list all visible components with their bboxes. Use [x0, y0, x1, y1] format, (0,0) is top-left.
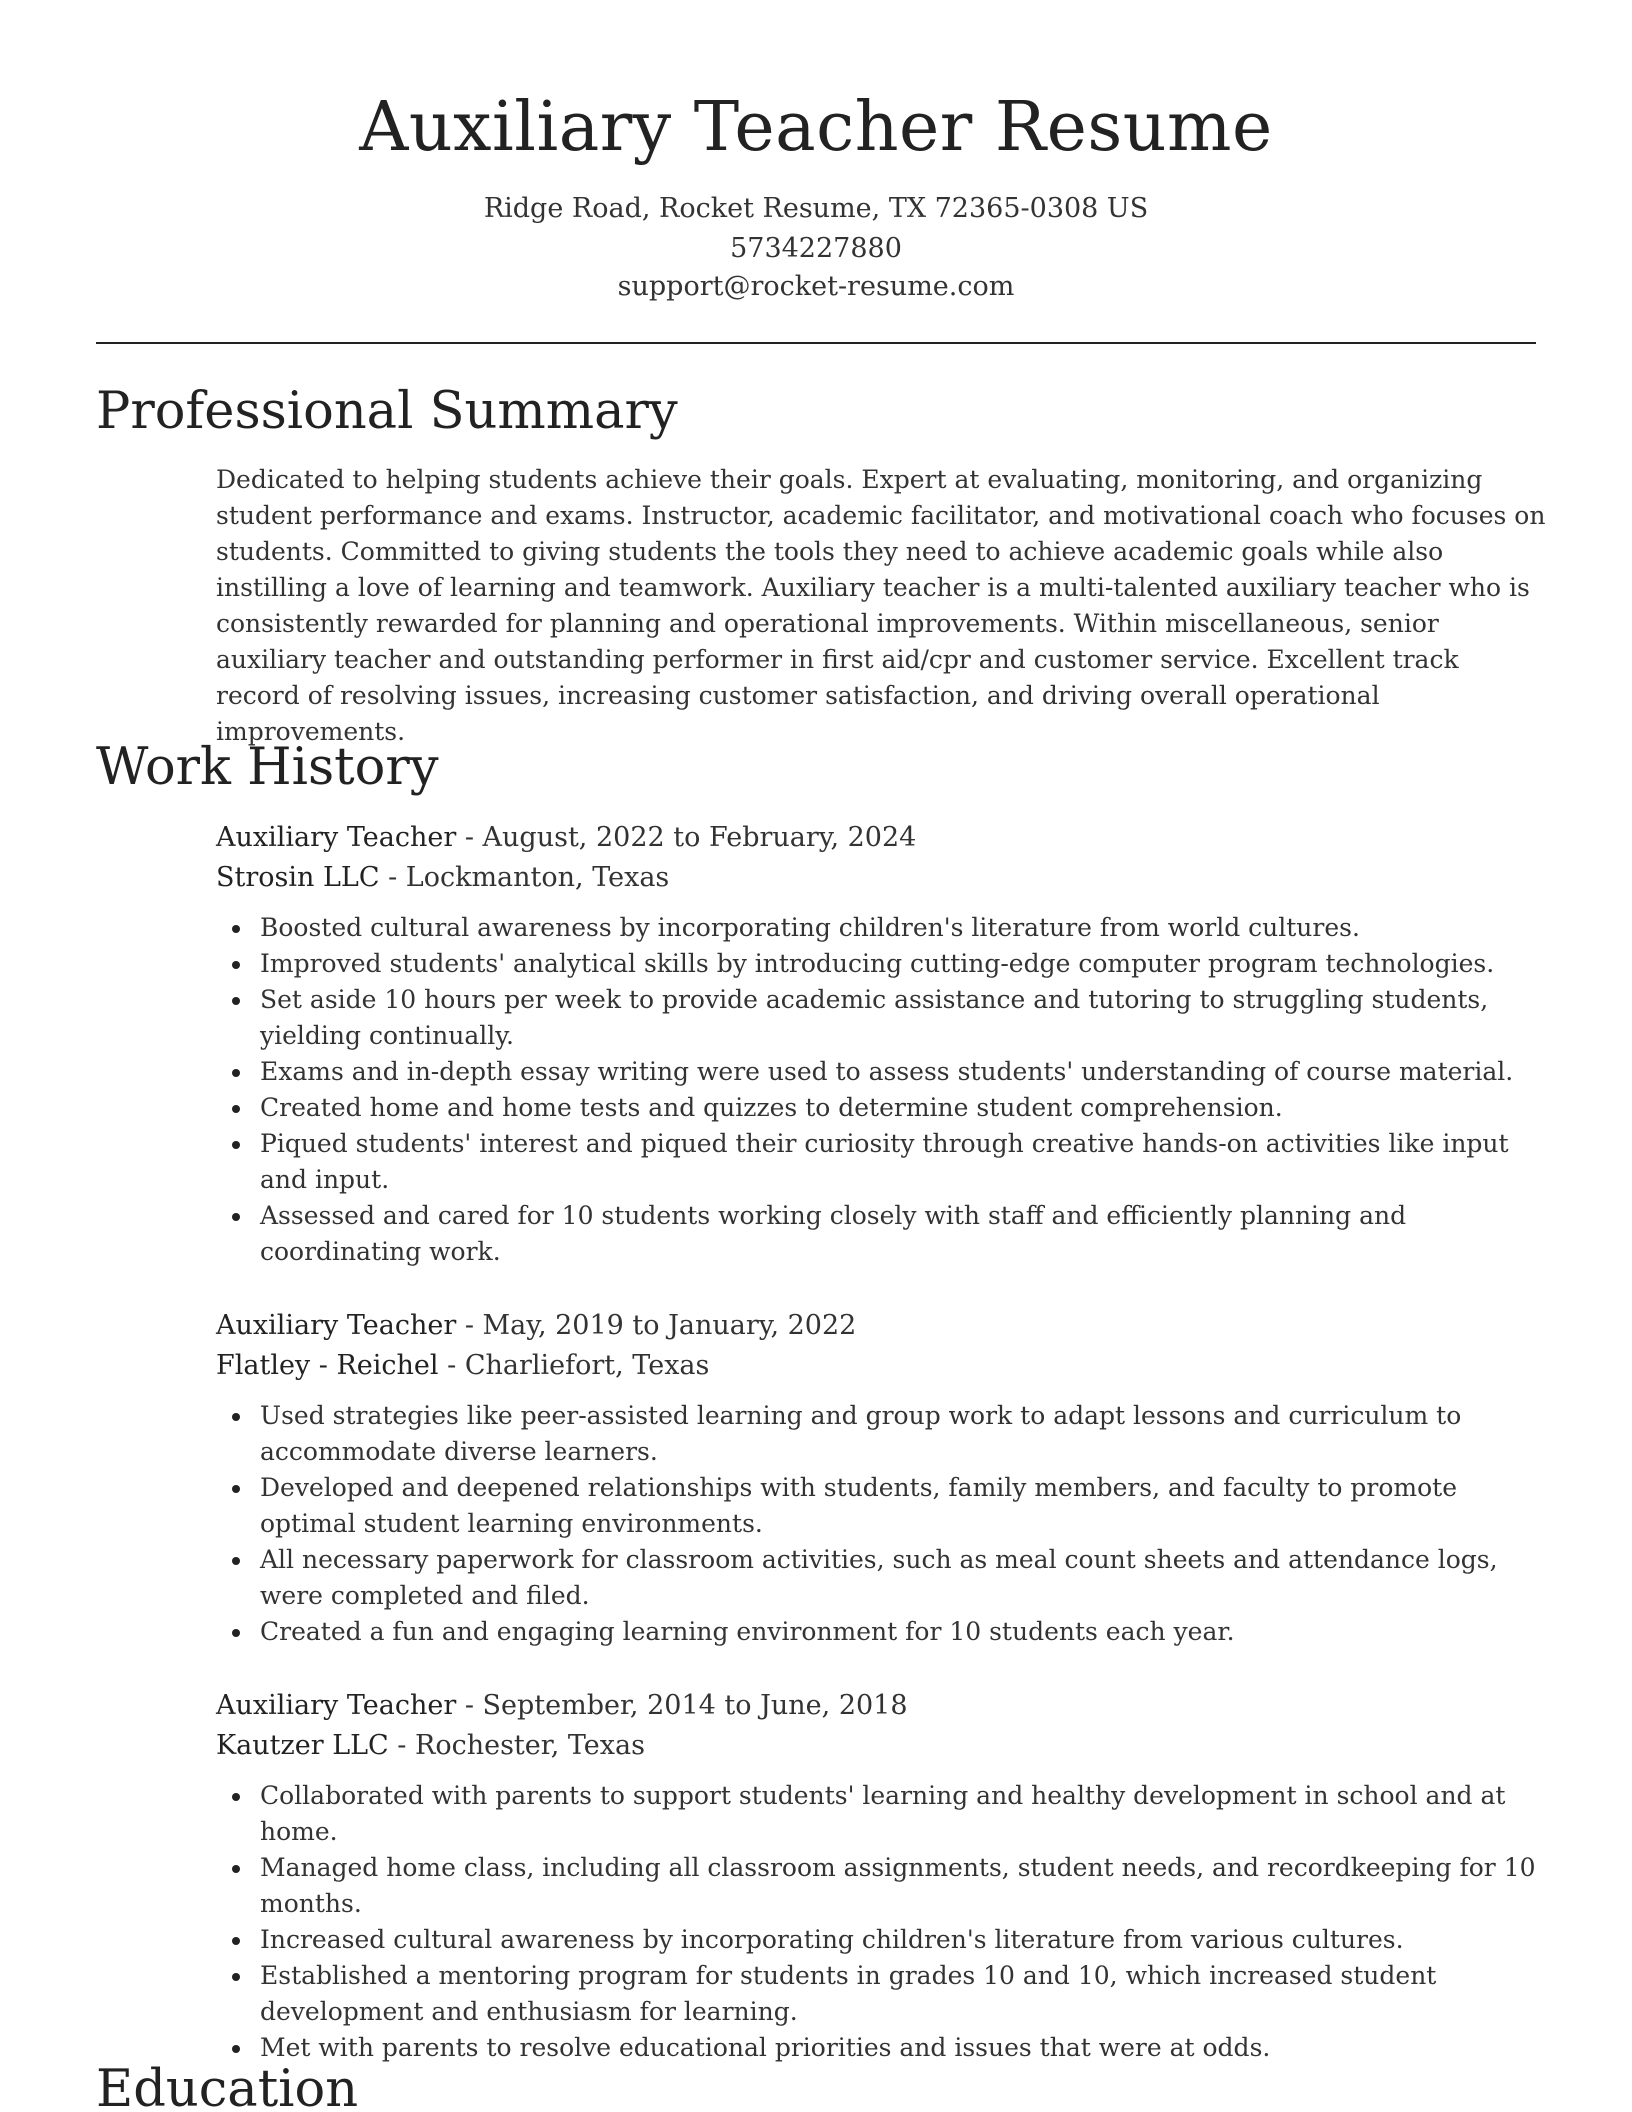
- job-location: - Charliefort, Texas: [438, 1350, 710, 1381]
- bullet-dot-icon: [232, 1557, 240, 1565]
- bullet-dot-icon: [232, 1629, 240, 1637]
- bullet-dot-icon: [232, 1105, 240, 1113]
- bullet-dot-icon: [232, 1865, 240, 1873]
- job-bullet-list: [216, 1778, 1546, 2066]
- job-bullet: Met with parents to resolve educational priorities and issues that were at odds.: [216, 2030, 1546, 2066]
- bullet-dot-icon: [232, 1973, 240, 1981]
- job-title-line: [216, 818, 1546, 858]
- section-title-education: Education: [96, 2060, 359, 2112]
- job-dates: - August, 2022 to February, 2024: [456, 822, 917, 853]
- job-company-line: [216, 1346, 1546, 1386]
- job-bullet: Used strategies like peer-assisted learning and group work to adapt lessons and curriculum to accommodate diverse learners.: [216, 1398, 1546, 1470]
- job-role: Auxiliary Teacher: [216, 822, 457, 853]
- contact-phone: 5734227880: [730, 233, 902, 264]
- job-location: - Rochester, Texas: [388, 1730, 645, 1761]
- job-bullet: Collaborated with parents to support students' learning and healthy development in school and at home.: [216, 1778, 1546, 1850]
- job-bullet: Improved students' analytical skills by introducing cutting-edge computer program technologies.: [216, 946, 1546, 982]
- job-role: Auxiliary Teacher: [216, 1690, 457, 1721]
- job-company: Strosin LLC: [216, 862, 380, 893]
- job-company-line: [216, 858, 1546, 898]
- job-bullet: Increased cultural awareness by incorporating children's literature from various cultures.: [216, 1922, 1546, 1958]
- job-title-line: [216, 1306, 1546, 1346]
- job-bullet: Created home and home tests and quizzes to determine student comprehension.: [216, 1090, 1546, 1126]
- job-entry: [216, 1306, 1546, 1650]
- bullet-dot-icon: [232, 1413, 240, 1421]
- header-divider: [96, 342, 1536, 344]
- job-entry: [216, 818, 1546, 1270]
- job-company-line: [216, 1726, 1546, 1766]
- job-bullet: Managed home class, including all classroom assignments, student needs, and recordkeeping for 10 months.: [216, 1850, 1546, 1922]
- job-role: Auxiliary Teacher: [216, 1310, 457, 1341]
- bullet-dot-icon: [232, 1141, 240, 1149]
- summary-text: Dedicated to helping students achieve their goals. Expert at evaluating, monitoring, and organizing student performance and exams. Instructor, academic facilitator, and motivational coach who focuses on students. Committed to giving students the tools they need to achieve academic goals while also instilling a love of learning and teamwork. Auxiliary teacher is a multi-talented auxiliary teacher who is consistently rewarded for planning and operational improvements. Within miscellaneous, senior auxiliary teacher and outstanding performer in first aid/cpr and customer service. Excellent track record of resolving issues, increasing customer satisfaction, and driving overall operational improvements.: [216, 465, 1546, 746]
- job-bullet: Assessed and cared for 10 students working closely with staff and efficiently planning and coordinating work.: [216, 1198, 1546, 1270]
- bullet-dot-icon: [232, 2045, 240, 2053]
- job-company: Kautzer LLC: [216, 1730, 389, 1761]
- job-title-line: [216, 1686, 1546, 1726]
- bullet-dot-icon: [232, 1213, 240, 1221]
- job-bullet: Established a mentoring program for students in grades 10 and 10, which increased student development and enthusiasm for learning.: [216, 1958, 1546, 2030]
- contact-email: support@rocket-resume.com: [617, 271, 1015, 302]
- job-bullet: Piqued students' interest and piqued their curiosity through creative hands-on activities like input and input.: [216, 1126, 1546, 1198]
- job-location: - Lockmanton, Texas: [379, 862, 670, 893]
- job-bullet: Exams and in-depth essay writing were used to assess students' understanding of course material.: [216, 1054, 1546, 1090]
- job-bullet-list: [216, 1398, 1546, 1650]
- bullet-dot-icon: [232, 1793, 240, 1801]
- bullet-dot-icon: [232, 961, 240, 969]
- resume-title: Auxiliary Teacher Resume: [359, 88, 1273, 167]
- section-title-summary: Professional Summary: [96, 382, 678, 441]
- job-bullet-list: [216, 910, 1546, 1270]
- job-bullet: All necessary paperwork for classroom activities, such as meal count sheets and attendance logs, were completed and filed.: [216, 1542, 1546, 1614]
- bullet-dot-icon: [232, 925, 240, 933]
- job-company: Flatley - Reichel: [216, 1350, 439, 1381]
- bullet-dot-icon: [232, 997, 240, 1005]
- contact-address: Ridge Road, Rocket Resume, TX 72365-0308 US: [483, 193, 1149, 224]
- job-dates: - September, 2014 to June, 2018: [456, 1690, 908, 1721]
- job-bullet: Created a fun and engaging learning environment for 10 students each year.: [216, 1614, 1546, 1650]
- job-bullet: Boosted cultural awareness by incorporating children's literature from world cultures.: [216, 910, 1546, 946]
- bullet-dot-icon: [232, 1485, 240, 1493]
- job-bullet: Set aside 10 hours per week to provide academic assistance and tutoring to struggling students, yielding continually.: [216, 982, 1546, 1054]
- bullet-dot-icon: [232, 1937, 240, 1945]
- job-entry: [216, 1686, 1546, 2066]
- job-dates: - May, 2019 to January, 2022: [456, 1310, 857, 1341]
- job-bullet: Developed and deepened relationships with students, family members, and faculty to promote optimal student learning environments.: [216, 1470, 1546, 1542]
- section-title-work-history: Work History: [96, 738, 439, 797]
- bullet-dot-icon: [232, 1069, 240, 1077]
